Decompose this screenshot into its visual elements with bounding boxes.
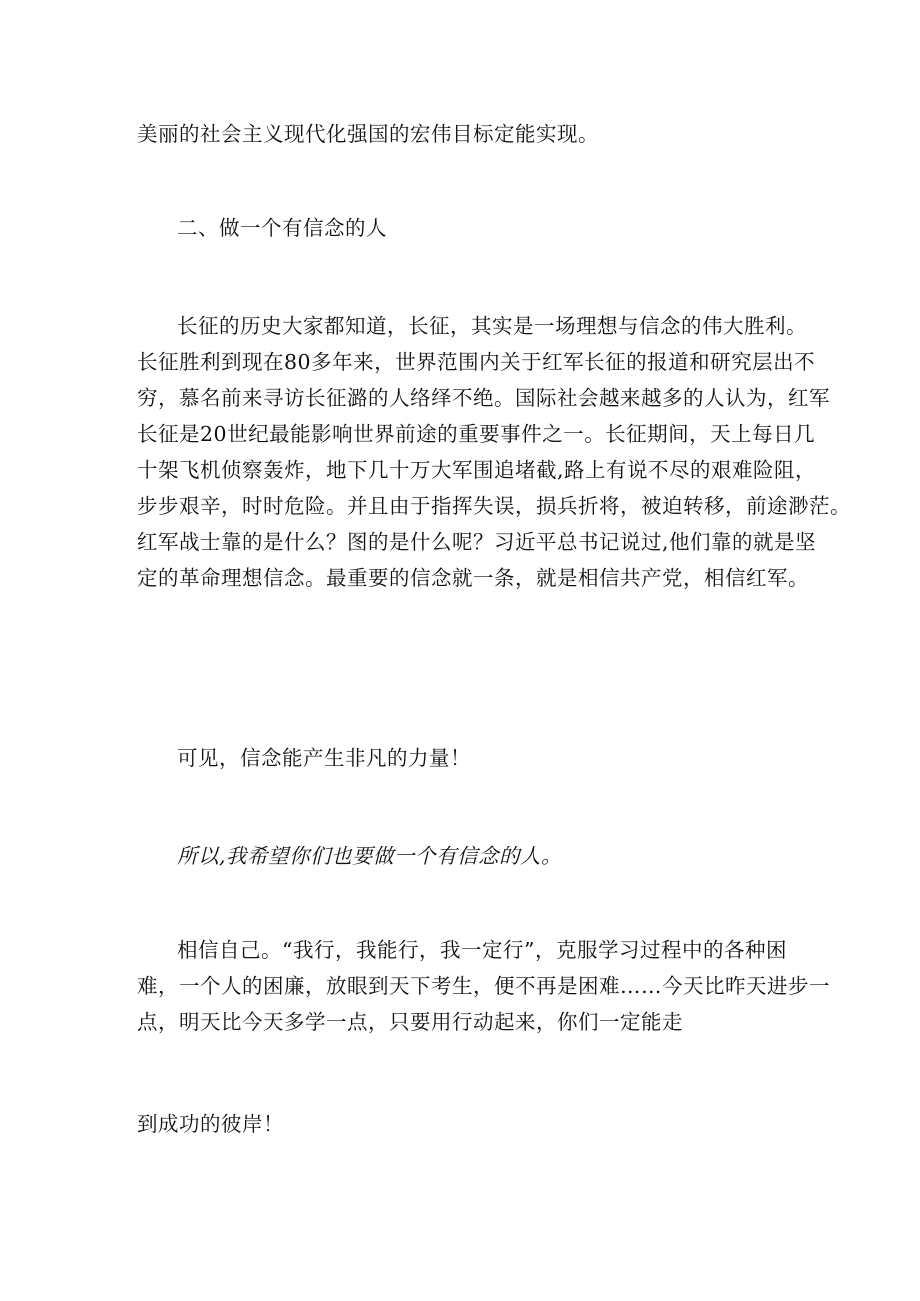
text-line: 长征的历史大家都知道，长征，其实是一场理想与信念的伟大胜利。 [177,314,807,338]
text-line: 长征是20世纪最能影响世界前途的重要事件之一。长征期间，天上每日几 [137,422,816,446]
text-line: 步步艰辛，时时危险。并且由于指挥失误，损兵折将，被迫转移，前途渺茫。 [137,494,851,518]
text-line: 可见，信念能产生非凡的力量！ [177,746,471,770]
text-line: 长征胜利到现在80多年来，世界范围内关于红军长征的报道和研究层出不 [137,350,816,374]
paragraph-final-line [137,1106,797,1142]
paragraph-believe-yourself [137,932,830,1040]
paragraph-closing-line [137,116,797,152]
text-line: 所以,我希望你们也要做一个有信念的人。 [177,844,563,868]
text-line: 点，明天比今天多学一点，只要用行动起来，你们一定能走 [137,1010,683,1034]
text-line: 美丽的社会主义现代化强国的宏伟目标定能实现。 [137,122,599,146]
heading-text: 二、做一个有信念的人 [177,216,387,240]
section-heading [137,210,797,246]
paragraph-belief-power [137,740,797,776]
paragraph-long-march [137,308,851,596]
text-line: 难，一个人的困廉，放眼到天下考生，便不再是困难……今天比昨天进步一 [137,974,830,998]
text-line: 十架飞机侦察轰炸，地下几十万大军围追堵截,路上有说不尽的艰难险阻， [137,458,817,482]
text-line: 穷，慕名前来寻访长征潞的人络绎不绝。国际社会越来越多的人认为，红军 [137,386,830,410]
text-line: 定的革命理想信念。最重要的信念就一条，就是相信共产党，相信红军。 [137,566,809,590]
text-line: 相信自己。“我行，我能行，我一定行”，克服学习过程中的各种困 [177,938,787,962]
text-line: 到成功的彼岸！ [137,1112,284,1136]
paragraph-hope [137,838,797,874]
text-line: 红军战士靠的是什么？图的是什么呢？习近平总书记说过,他们靠的就是坚 [137,530,817,554]
